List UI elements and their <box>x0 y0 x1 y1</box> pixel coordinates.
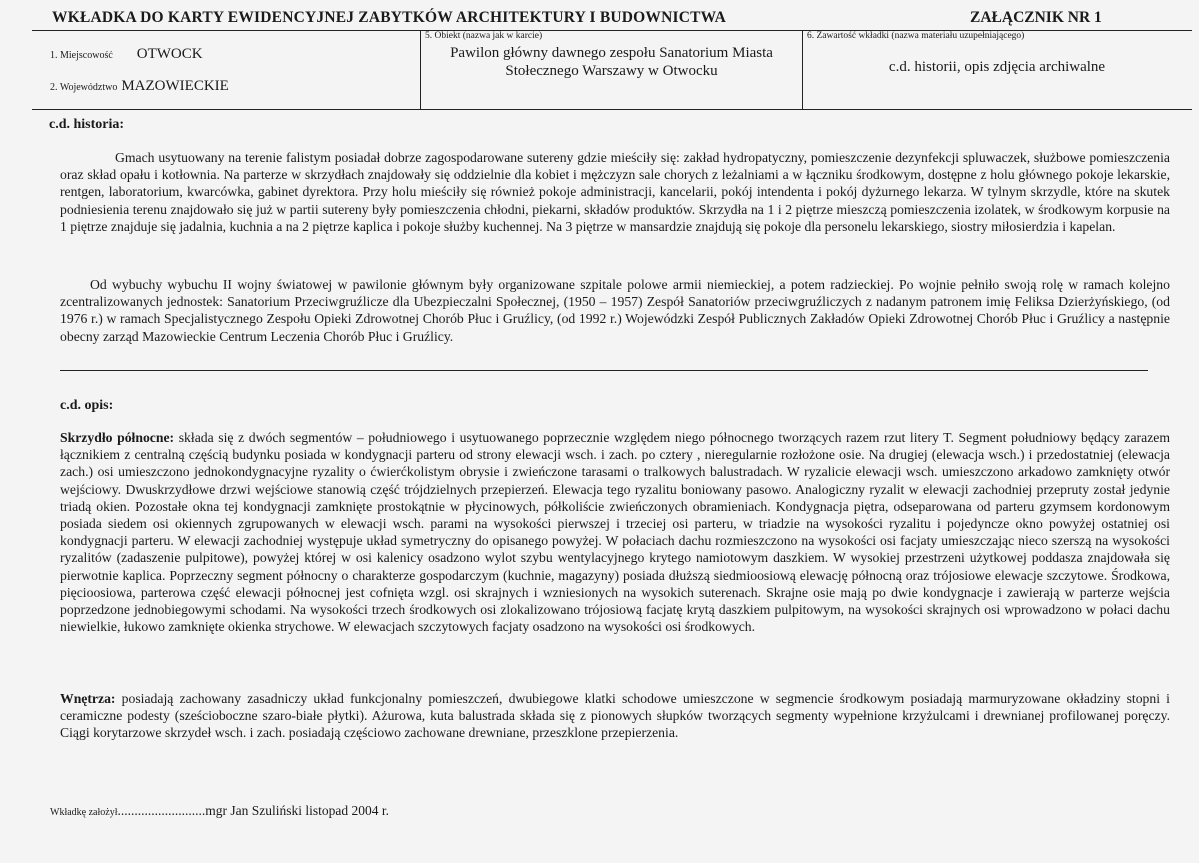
north-wing-label: Skrzydło północne: <box>60 430 175 445</box>
header-bottom-rule <box>32 109 1192 110</box>
history-paragraph-1: Gmach usytuowany na terenie falistym posiadał dobrze zagospodarowane sutereny gdzie mieściły się: zakład hydropatyczny, pomieszczenie dezynfekcji spluwaczek, służbowe pomieszczenia oraz skład opału i kotłownia. Na parterze w skrzydłach znajdowały się oddzielnie dla kobiet i mężczyzn sale chorych z leżalniami a w łączniku środkowym, dostępne z holu głównego pokoje lekarskie, rentgen, laboratorium, kwarcówka, gabinet dyrektora. Przy holu mieściły się również pokoje administracji, kancelarii, pokój intendenta i pokój dyżurnego lekarza. W tylnym skrzydle, które na skutek podniesienia terenu znajdowało się już w partii sutereny były pomieszczenia chłodni, piekarni, składów produktów. Skrzydła na 1 i 2 piętrze mieszczą pomieszczenia izolatek, w środkowym korpusie na 1 piętrze znajduje się jadalnia, kuchnia a na 2 piętrze kaplica i pokoje służby kuchennej. Na 3 piętrze w mansardzie znajdują się pokoje dla personelu lekarskiego, siostry miłosierdzia i kapelan. <box>60 150 1170 234</box>
voivodeship-field <box>50 77 229 95</box>
locality-value: OTWOCK <box>136 46 203 62</box>
voivodeship-label: 2. Województwo <box>50 82 118 93</box>
footer-author-date: mgr Jan Szuliński listopad 2004 r. <box>205 803 389 818</box>
object-value-line1: Pawilon główny dawnego zespołu Sanatorium Miasta <box>450 45 773 61</box>
contents-label: 6. Zawartość wkładki (nazwa materiału uzupełniającego) <box>807 31 1025 41</box>
annex-number: ZAŁĄCZNIK NR 1 <box>970 9 1102 26</box>
description-heading: c.d. opis: <box>60 398 114 413</box>
interiors-paragraph <box>60 690 1170 742</box>
history-paragraph-2: Od wybuchy wybuchu II wojny światowej w pawilonie głównym były organizowane szpitale polowe armii niemieckiej, a potem radzieckiej. Po wojnie pełniło swoją rolę w ramach kolejno zcentralizowanych jednostek: Sanatorium Przeciwgruźlicze dla Ubezpieczalni Społecznej, (1950 – 1957) Zespół Sanatoriów przeciwgruźliczych z nadanym patronem imię Feliksa Dzierżyńskiego, (od 1976 r.) w ramach Specjalistycznego Zespołu Opieki Zdrowotnej Chorób Płuc i Gruźlicy, (od 1992 r.) Wojewódzki Zespół Publicznych Zakładów Opieki Zdrowotnej Chorób Płuc i Gruźlicy a następnie obecny zarząd Mazowieckie Centrum Leczenia Chorób Płuc i Gruźlicy. <box>60 277 1170 344</box>
object-value <box>421 44 802 80</box>
object-label: 5. Obiekt (nazwa jak w karcie) <box>425 31 543 41</box>
object-value-line2: Stołecznego Warszawy w Otwocku <box>505 63 718 79</box>
document-title: WKŁADKA DO KARTY EWIDENCYJNEJ ZABYTKÓW ARCHITEKTURY I BUDOWNICTWA <box>52 9 727 26</box>
section-divider <box>60 370 1148 371</box>
interiors-text: posiadają zachowany zasadniczy układ funkcjonalny pomieszczeń, dwubiegowe klatki schodowe umieszczone w segmencie środkowym posiadają marmuryzowane okładziny stopni i ceramiczne podesty (sześcioboczne szaro-białe płytki). Ażurowa, kuta balustrada składa się z pionowych słupków tworzących segmenty wypełnione krzyżulcami i drewnianej profilowanej poręczy. Ciągi korytarzowe skrzydeł wsch. i zach. posiadają częściowo zachowane drewniane, przeszklone przepierzenia. <box>60 691 1170 741</box>
voivodeship-value: MAZOWIECKIE <box>121 78 229 94</box>
north-wing-text: składa się z dwóch segmentów – południowego i usytuowanego poprzecznie względem niego północnego tworzących razem rzut litery T. Segment południowy będący zarazem łącznikiem z centralną częścią budynku posiada w kondygnacji parteru od strony elewacji wsch. i zach. po cztery , nieregularnie rozłożone osie. Na drugiej (elewacja wsch.) i przedostatniej (elewacja zach.) osi umieszczono jednokondygnacyjne ryzality o ćwierćkolistym obrysie i zwieńczone tarasami o tralkowych balustradach. W ryzalicie elewacji wsch. umieszczono arkadowo zamknięty otwór wejściowy. Dwuskrzydłowe drzwi wejściowe stanowią część trójdzielnych przepierzeń. Elewacja tego ryzalitu boniowany pasowo. Analogiczny ryzalit w elewacji zachodniej przepruty został jedynie triadą okien. Pozostałe okna tej kondygnacji zamknięte prostokątnie w płycinowych, półkoliście zwieńczonych obramieniach. Kondygnacja piętra, odseparowana od parteru gzymsem kordonowym posiada siedem osi okiennych zgrupowanych w elewacji wsch. parami na wysokości pierwszej i trzeciej osi parteru, w triadzie na wysokości ryzalitu i pojedyncze okno powyżej ostatniej osi kondygnacji parteru. W elewacji zachodniej występuje układ symetryczny do opisanego powyżej. W połaciach dachu rozmieszczono na wysokości osi facjaty umieszczając nieco szerszą na wysokości ryzalitów (zadaszenie pulpitowe), powyżej której w osi kalenicy osadzono wylot szybu wentylacyjnego krytego namiotowym daszkiem. W wysokiej przestrzeni użytkowej poddasza znajdowała się pierwotnie kaplica. Poprzeczny segment północny o charakterze gospodarczym (kuchnie, magazyny) posiada dłuższą siedmioosiową elewację północną oraz trójosiowe elewacje szczytowe. Środkowa, pięcioosiowa, parterowa część elewacji północnej jest cofnięta wzgl. osi skrajnych i wzniesionych na wysokich suterenach. Skrajne osie mają po dwie kondygnacje i zawierają w parterze wejścia poprzedzone jednobiegowymi schodami. Na wysokości trzech środkowych osi zlokalizowano trójosiową facjatę krytą daszkiem pulpitowym, na wysokości skrajnych osi wprowadzono w połaci dachu niewielkie, łukowo zamknięte okienka strychowe. W elewacjach szczytowych facjaty osadzono na wysokości osi środkowych. <box>60 430 1170 635</box>
footer-dots: .......................... <box>117 803 206 818</box>
footer-label: Wkładkę założył <box>50 807 118 818</box>
locality-field <box>50 45 203 63</box>
interiors-label: Wnętrza: <box>60 691 116 706</box>
footer-signature <box>50 803 389 819</box>
locality-label: 1. Miejscowość <box>50 50 113 61</box>
north-wing-paragraph <box>60 429 1170 635</box>
contents-value: c.d. historii, opis zdjęcia archiwalne <box>888 59 1106 75</box>
history-heading: c.d. historia: <box>49 117 125 132</box>
